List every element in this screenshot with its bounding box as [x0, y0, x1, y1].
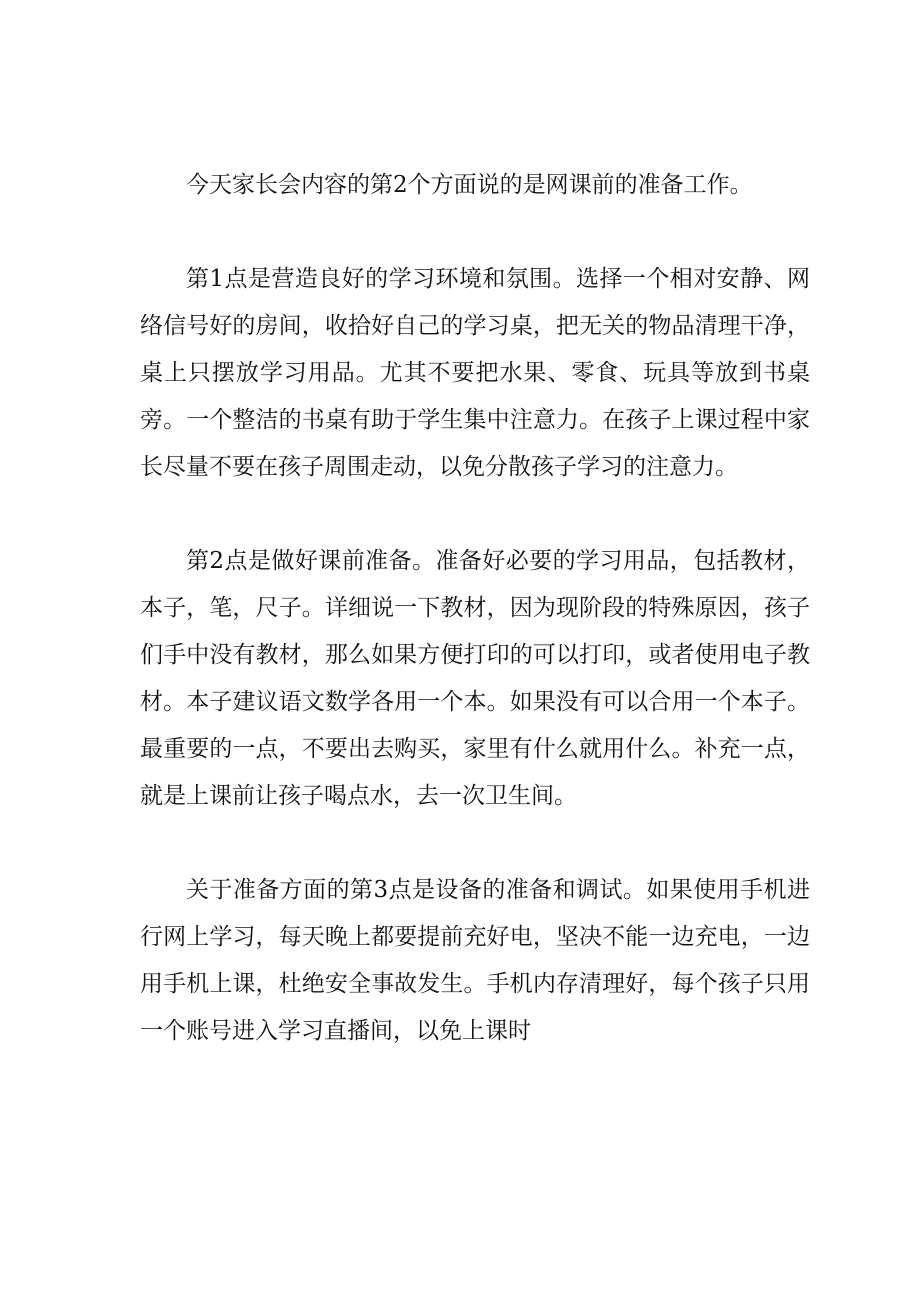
document-body: [140, 162, 810, 1055]
paragraph-spacer: [140, 491, 810, 538]
paragraph-spacer: [140, 209, 810, 256]
paragraph-intro: 今天家长会内容的第2个方面说的是网课前的准备工作。: [186, 172, 753, 198]
paragraph-point-2: 第2点是做好课前准备。准备好必要的学习用品，包括教材，本子，笔，尺子。详细说一下教材，因为现阶段的特殊原因，孩子们手中没有教材，那么如果方便打印的可以打印，或者使用电子教材。本子建议语文数学各用一个本。如果没有可以合用一个本子。最重要的一点，不要出去购买，家里有什么就用什么。补充一点，就是上课前让孩子喝点水，去一次卫生间。: [140, 548, 810, 809]
paragraph-spacer: [140, 820, 810, 867]
paragraph-point-1: 第1点是营造良好的学习环境和氛围。选择一个相对安静、网络信号好的房间，收拾好自己的学习桌，把无关的物品清理干净，桌上只摆放学习用品。尤其不要把水果、零食、玩具等放到书桌旁。一个整洁的书桌有助于学生集中注意力。在孩子上课过程中家长尽量不要在孩子周围走动，以免分散孩子学习的注意力。: [140, 266, 810, 480]
paragraph-point-3: 关于准备方面的第3点是设备的准备和调试。如果使用手机进行网上学习，每天晚上都要提前充好电，坚决不能一边充电，一边用手机上课，杜绝安全事故发生。手机内存清理好，每个孩子只用一个账号进入学习直播间，以免上课时: [140, 877, 810, 1044]
